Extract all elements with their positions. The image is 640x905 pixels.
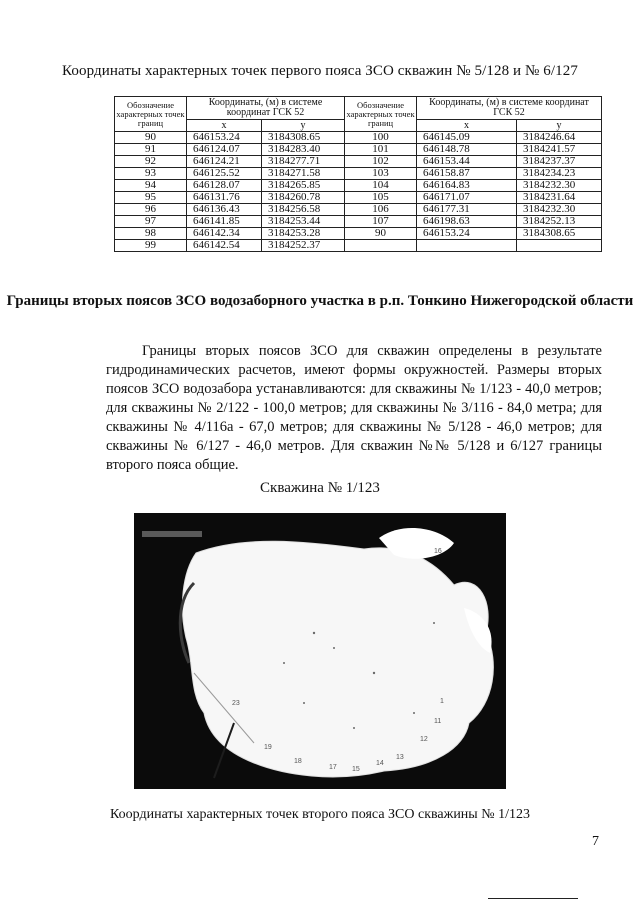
table-cell-p1: 91	[115, 144, 187, 156]
table-cell-p1: 95	[115, 192, 187, 204]
table-cell-p2: 101	[345, 144, 417, 156]
map-label: 15	[352, 766, 360, 773]
table-cell-x1: 646124.21	[187, 156, 262, 168]
table-cell-y2: 3184234.23	[517, 168, 602, 180]
table-cell-y2: 3184232.30	[517, 204, 602, 216]
map-label: 23	[232, 700, 240, 707]
table-cell-y1: 3184308.65	[262, 132, 345, 144]
table-cell-y1: 3184256.58	[262, 204, 345, 216]
table-cell-y1: 3184252.37	[262, 240, 345, 252]
table-cell-x1: 646124.07	[187, 144, 262, 156]
table-cell-p2	[345, 240, 417, 252]
map-label: 19	[264, 744, 272, 751]
col-header-x: x	[187, 120, 262, 132]
table-cell-x2: 646153.24	[417, 228, 517, 240]
table-cell-x2: 646158.87	[417, 168, 517, 180]
col-header-point: Обозначение характерных точек границ	[115, 97, 187, 132]
col-header-point: Обозначение характерных точек границ	[345, 97, 417, 132]
table-cell-x2: 646145.09	[417, 132, 517, 144]
table-cell-x1: 646153.24	[187, 132, 262, 144]
col-header-x: x	[417, 120, 517, 132]
table-row	[115, 156, 602, 168]
table-cell-y1: 3184253.44	[262, 216, 345, 228]
table-cell-x1: 646142.34	[187, 228, 262, 240]
table-cell-x2: 646164.83	[417, 180, 517, 192]
table-cell-y1: 3184283.40	[262, 144, 345, 156]
map-label: 13	[396, 754, 404, 761]
col-header-coords: Координаты, (м) в системе координат ГСК 52	[417, 97, 602, 120]
map-label: 18	[294, 758, 302, 765]
col-header-coords: Координаты, (м) в системе координат ГСК 52	[187, 97, 345, 120]
map-label: 17	[329, 764, 337, 771]
table-cell-y2	[517, 240, 602, 252]
table-cell-x2: 646153.44	[417, 156, 517, 168]
table-row	[115, 228, 602, 240]
well-map-image	[134, 513, 506, 789]
map-label: 11	[434, 718, 442, 725]
table-cell-x2: 646177.31	[417, 204, 517, 216]
table-row	[115, 132, 602, 144]
table-cell-x1: 646136.43	[187, 204, 262, 216]
table-cell-x1: 646141.85	[187, 216, 262, 228]
table-cell-p2: 102	[345, 156, 417, 168]
table-cell-y2: 3184246.64	[517, 132, 602, 144]
table-row	[115, 144, 602, 156]
table-cell-p2: 103	[345, 168, 417, 180]
table-cell-p1: 96	[115, 204, 187, 216]
footer-line	[488, 898, 578, 899]
figure-title: Скважина № 1/123	[260, 480, 380, 496]
table-cell-p2: 106	[345, 204, 417, 216]
table-cell-p1: 97	[115, 216, 187, 228]
table-cell-p2: 90	[345, 228, 417, 240]
col-header-y: y	[262, 120, 345, 132]
table-cell-x2: 646171.07	[417, 192, 517, 204]
table-cell-p1: 94	[115, 180, 187, 192]
figure-caption: Координаты характерных точек второго пояса ЗСО скважины № 1/123	[110, 807, 530, 822]
table-cell-y2: 3184232.30	[517, 180, 602, 192]
table-row	[115, 180, 602, 192]
table-title: Координаты характерных точек первого пояса ЗСО скважин № 5/128 и № 6/127	[62, 63, 578, 79]
table-cell-p1: 92	[115, 156, 187, 168]
table-cell-x2: 646198.63	[417, 216, 517, 228]
map-label: 16	[434, 548, 442, 555]
table-cell-x1: 646125.52	[187, 168, 262, 180]
table-cell-y2: 3184308.65	[517, 228, 602, 240]
table-cell-p2: 104	[345, 180, 417, 192]
map-drawing	[134, 513, 506, 789]
table-row	[115, 192, 602, 204]
table-cell-y2: 3184231.64	[517, 192, 602, 204]
table-row	[115, 240, 602, 252]
table-cell-x2: 646148.78	[417, 144, 517, 156]
page-number: 7	[592, 834, 599, 849]
table-row	[115, 168, 602, 180]
table-cell-x1: 646131.76	[187, 192, 262, 204]
table-cell-y2: 3184241.57	[517, 144, 602, 156]
table-cell-y1: 3184271.58	[262, 168, 345, 180]
table-cell-y1: 3184253.28	[262, 228, 345, 240]
table-cell-p1: 99	[115, 240, 187, 252]
table-row	[115, 204, 602, 216]
body-paragraph: Границы вторых поясов ЗСО для скважин определены в результате гидродинамических расчетов, имеют формы окружностей. Размеры вторых поясов ЗСО водозабора устанавливаются: для скважины № 1/123 - 40,0 метров; для скважины № 2/122 - 100,0 метров; для скважины № 3/116 - 84,0 метра; для скважины № 4/116а - 67,0 метров; для скважины № 5/128 - 46,0 метров; для скважины № 6/127 - 46,0 метров. Для скважин №№ 5/128 и 6/127 границы второго пояса общие.	[106, 343, 602, 473]
map-label: 1	[440, 698, 444, 705]
section-heading: Границы вторых поясов ЗСО водозаборного участка в р.п. Тонкино Нижегородской области	[6, 293, 634, 309]
table-cell-p1: 90	[115, 132, 187, 144]
table-cell-p1: 98	[115, 228, 187, 240]
table-row	[115, 216, 602, 228]
table-cell-y1: 3184260.78	[262, 192, 345, 204]
map-label: 12	[420, 736, 428, 743]
table-cell-p1: 93	[115, 168, 187, 180]
table-cell-p2: 105	[345, 192, 417, 204]
table-cell-p2: 107	[345, 216, 417, 228]
table-cell-x2	[417, 240, 517, 252]
table-cell-y2: 3184252.13	[517, 216, 602, 228]
map-label: 14	[376, 760, 384, 767]
table-cell-x1: 646128.07	[187, 180, 262, 192]
col-header-y: y	[517, 120, 602, 132]
table-cell-y1: 3184265.85	[262, 180, 345, 192]
table-cell-y1: 3184277.71	[262, 156, 345, 168]
coordinates-table	[114, 96, 602, 252]
table-cell-p2: 100	[345, 132, 417, 144]
table-cell-y2: 3184237.37	[517, 156, 602, 168]
table-cell-x1: 646142.54	[187, 240, 262, 252]
